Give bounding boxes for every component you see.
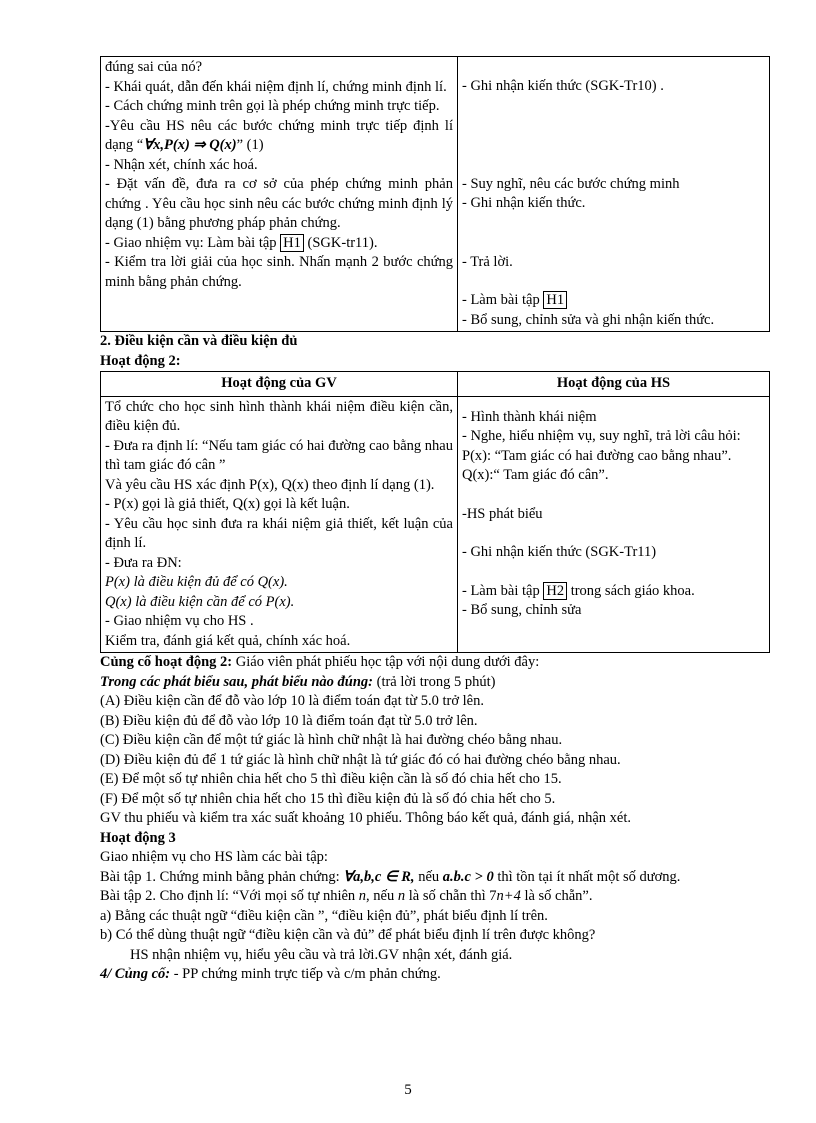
cell-line: - Giao nhiệm vụ cho HS . bbox=[105, 613, 254, 629]
text: Bài tập 1. Chứng minh bằng phản chứng: bbox=[100, 868, 344, 885]
cell-line bbox=[105, 117, 453, 156]
cell-line: Và yêu cầu HS xác định P(x), Q(x) theo định lí dạng (1). bbox=[105, 476, 435, 493]
paragraph: Giao nhiệm vụ cho HS làm các bài tập: bbox=[100, 849, 328, 865]
exercise-box: H1 bbox=[280, 234, 304, 252]
cell-line: -HS phát biểu bbox=[462, 505, 543, 522]
section-title: 2. Điều kiện cần và điều kiện đủ bbox=[100, 333, 298, 349]
header-teacher: Hoạt động của GV bbox=[101, 372, 458, 397]
cell-line: - Kiểm tra lời giải của học sinh. Nhấn mạnh 2 bước chứng minh bằng phản chứng. bbox=[105, 254, 453, 290]
cell-line: - Hình thành khái niệm bbox=[462, 408, 597, 425]
cell-line: - Bổ sung, chỉnh sửa và ghi nhận kiến thức. bbox=[462, 311, 715, 328]
cell-line: - P(x) gọi là giả thiết, Q(x) gọi là kết luận. bbox=[105, 496, 350, 512]
cell-line: - Ghi nhận kiến thức (SGK-Tr10) . bbox=[462, 78, 664, 94]
text: - PP chứng minh trực tiếp và c/m phản chứng. bbox=[170, 966, 441, 982]
text: trong sách giáo khoa. bbox=[567, 582, 695, 599]
header-student: Hoạt động của HS bbox=[458, 372, 770, 397]
exercise-1 bbox=[100, 868, 770, 888]
text: (trả lời trong 5 phút) bbox=[373, 673, 496, 690]
question-line bbox=[100, 673, 770, 693]
activity-heading: Hoạt động 2: bbox=[100, 352, 181, 369]
cell-line: - Cách chứng minh trên gọi là phép chứng minh trực tiếp. bbox=[105, 98, 440, 114]
cell-line bbox=[462, 582, 765, 602]
consolidation-4 bbox=[100, 965, 770, 985]
table-header-row bbox=[101, 372, 770, 397]
cell-line: - Suy nghĩ, nêu các bước chứng minh bbox=[462, 175, 680, 192]
cell-line: Q(x):“ Tam giác đó cân”. bbox=[462, 467, 609, 483]
document-page bbox=[100, 56, 770, 985]
cell-line: - Đặt vấn đề, đưa ra cơ sở của phép chứng minh phản chứng . Yêu cầu học sinh nêu các bước chứng minh định lý dạng (1) bằng phương pháp phản chứng. bbox=[105, 176, 453, 231]
text: thì tồn tại ít nhất một số dương. bbox=[493, 868, 681, 885]
cell-line: đúng sai của nó? bbox=[105, 59, 203, 75]
option: (D) Điều kiện đủ để 1 tứ giác là hình chữ nhật là tứ giác đó có hai đường chéo bằng nhau. bbox=[100, 751, 621, 768]
cell-line: Tổ chức cho học sinh hình thành khái niệm điều kiện cần, điều kiện đủ. bbox=[105, 398, 453, 434]
cell-line: Kiểm tra, đánh giá kết quả, chính xác hoá. bbox=[105, 632, 351, 649]
cell-line: - Trả lời. bbox=[462, 253, 513, 270]
option: (B) Điều kiện đủ để đỗ vào lớp 10 là điểm toán đạt từ 5.0 trở lên. bbox=[100, 712, 478, 729]
student-column bbox=[458, 57, 770, 332]
cell-line: P(x): “Tam giác có hai đường cao bằng nhau”. bbox=[462, 447, 732, 464]
paragraph: HS nhận nhiệm vụ, hiểu yêu cầu và trả lời.GV nhận xét, đánh giá. bbox=[130, 946, 513, 963]
text: Bài tập 2. Cho định lí: “Với mọi số tự nhiên bbox=[100, 888, 359, 904]
formula: a.b.c > 0 bbox=[442, 868, 494, 885]
cell-line: - Nhận xét, chính xác hoá. bbox=[105, 156, 258, 173]
cell-line: - Yêu cầu học sinh đưa ra khái niệm giả thiết, kết luận của định lí. bbox=[105, 515, 453, 551]
label: Củng cố hoạt động 2: bbox=[100, 654, 233, 670]
activity-heading: Hoạt động 3 bbox=[100, 829, 176, 846]
cell-line: - Đưa ra định lí: “Nếu tam giác có hai đường cao bằng nhau thì tam giác đó cân ” bbox=[105, 437, 453, 473]
text: nếu bbox=[414, 868, 443, 885]
page-number: 5 bbox=[404, 1082, 412, 1098]
var: n+4 bbox=[496, 888, 521, 904]
paragraph: GV thu phiếu và kiểm tra xác suất khoảng 10 phiếu. Thông báo kết quả, đánh giá, nhận xét. bbox=[100, 810, 632, 826]
formula: ∀a,b,c ∈ R, bbox=[343, 868, 415, 885]
cell-line: - Nghe, hiểu nhiệm vụ, suy nghĩ, trả lời câu hỏi: bbox=[462, 428, 741, 444]
text: - Làm bài tập bbox=[462, 582, 544, 599]
formula: ∀x,P(x) ⇒ Q(x) bbox=[143, 137, 237, 153]
label: Trong các phát biểu sau, phát biểu nào đúng: bbox=[100, 673, 373, 690]
option: (F) Để một số tự nhiên chia hết cho 15 thì điều kiện đủ là số đó chia hết cho 5. bbox=[100, 790, 556, 807]
cell-line bbox=[105, 234, 453, 254]
text: là số chẵn”. bbox=[520, 888, 593, 904]
cell-line: - Ghi nhận kiến thức. bbox=[462, 195, 586, 211]
text: , nếu bbox=[366, 888, 398, 904]
text: -Yêu cầu HS nêu các bước chứng minh trực tiếp định lí dạng “ bbox=[105, 117, 453, 153]
text: Giáo viên phát phiếu học tập với nội dung dưới đây: bbox=[232, 654, 540, 670]
text: (SGK-tr11). bbox=[303, 234, 378, 251]
var: n bbox=[397, 888, 406, 904]
cell-line: Q(x) là điều kiện cần để có P(x). bbox=[105, 593, 295, 610]
cell-line: - Bổ sung, chỉnh sửa bbox=[462, 602, 582, 618]
activity-table-2 bbox=[100, 371, 770, 653]
option: (C) Điều kiện cần để một tứ giác là hình chữ nhật là hai đường chéo bằng nhau. bbox=[100, 732, 563, 748]
table-row bbox=[101, 57, 770, 332]
option: (E) Để một số tự nhiên chia hết cho 5 thì điều kiện cần là số đó chia hết cho 15. bbox=[100, 771, 562, 787]
teacher-column bbox=[101, 396, 458, 653]
teacher-column bbox=[101, 57, 458, 332]
cell-line bbox=[462, 291, 765, 311]
var: n bbox=[358, 888, 367, 904]
cell-line: - Đưa ra ĐN: bbox=[105, 554, 182, 571]
activity-table-1 bbox=[100, 56, 770, 332]
label: 4/ Củng cố: bbox=[100, 966, 171, 982]
exercise-2 bbox=[100, 887, 770, 907]
cell-line: - Ghi nhận kiến thức (SGK-Tr11) bbox=[462, 544, 657, 560]
text: ” (1) bbox=[236, 137, 264, 153]
student-column bbox=[458, 396, 770, 653]
exercise-box: H2 bbox=[543, 582, 567, 600]
table-row bbox=[101, 396, 770, 653]
paragraph: b) Có thể dùng thuật ngữ “điều kiện cần và đủ” để phát biểu định lí trên được không? bbox=[100, 927, 596, 943]
cell-line: P(x) là điều kiện đủ để có Q(x). bbox=[105, 574, 288, 590]
text: là số chẵn thì 7 bbox=[405, 888, 497, 904]
cell-line: - Khái quát, dẫn đến khái niệm định lí, chứng minh định lí. bbox=[105, 78, 447, 95]
consolidation-line bbox=[100, 653, 770, 673]
option: (A) Điều kiện cần để đỗ vào lớp 10 là điểm toán đạt từ 5.0 trở lên. bbox=[100, 693, 484, 709]
exercise-box: H1 bbox=[543, 291, 567, 309]
text: - Làm bài tập bbox=[462, 292, 544, 308]
paragraph: a) Bằng các thuật ngữ “điều kiện cần ”, “điều kiện đủ”, phát biểu định lí trên. bbox=[100, 907, 548, 924]
text: - Giao nhiệm vụ: Làm bài tập bbox=[105, 234, 281, 251]
